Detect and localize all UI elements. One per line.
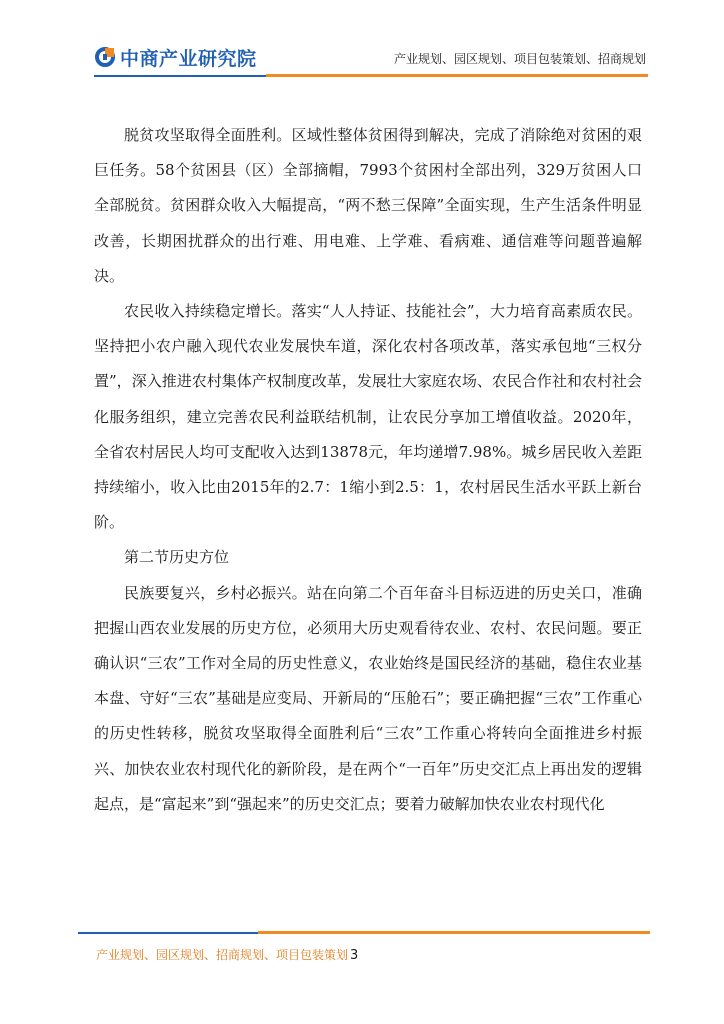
footer-text: 产业规划、园区规划、招商规划、项目包装策划	[96, 948, 349, 962]
header-rule-orange	[266, 74, 648, 77]
page-footer	[96, 946, 358, 963]
logo-text: 中商产业研究院	[120, 47, 257, 70]
paragraph: 民族要复兴，乡村必振兴。站在向第二个百年奋斗目标迈进的历史关口，准确把握山西农业发展的历史方位，必须用大历史观看待农业、农村、农民问题。要正确认识“三农”工作对全局的历史性意义，农业始终是国民经济的基础，稳住农业基本盘、守好“三农”基础是应变局、开新局的“压舱石”；要正确把握“三农”工作重心的历史性转移，脱贫攻坚取得全面胜利后“三农”工作重心将转向全面推进乡村振兴、加快农业农村现代化的新阶段，是在两个“一百年”历史交汇点上再出发的逻辑起点，是“富起来”到“强起来”的历史交汇点；要着力破解加快农业农村现代化	[94, 583, 642, 813]
document-body	[94, 118, 642, 822]
footer-rule-blue	[78, 932, 258, 934]
paragraph: 农民收入持续稳定增长。落实“人人持证、技能社会”，大力培育高素质农民。坚持把小农户融入现代农业发展快车道，深化农村各项改革，落实承包地“三权分置”，深入推进农村集体产权制度改革，发展壮大家庭农场、农民合作社和农村社会化服务组织，建立完善农民利益联结机制，让农民分享加工增值收益。2020年，全省农村居民人均可支配收入达到13878元，年均递增7.98%。城乡居民收入差距持续缩小，收入比由2015年的2.7：1缩小到2.5：1，农村居民生活水平跃上新台阶。	[94, 302, 642, 532]
header-tagline: 产业规划、园区规划、项目包装策划、招商规划	[393, 52, 646, 66]
section-heading: 第二节历史方位	[124, 548, 230, 567]
page-header	[0, 0, 724, 84]
footer-rule-orange	[258, 931, 650, 934]
paragraph: 脱贫攻坚取得全面胜利。区域性整体贫困得到解决，完成了消除绝对贫困的艰巨任务。58个贫困县（区）全部摘帽，7993个贫困村全部出列，329万贫困人口全部脱贫。贫困群众收入大幅提高，“两不愁三保障”全面实现，生产生活条件明显改善，长期困扰群众的出行难、用电难、上学难、看病难、通信难等问题普遍解决。	[94, 126, 642, 285]
company-logo	[94, 44, 257, 70]
header-rule-blue	[94, 75, 266, 77]
logo-icon	[94, 46, 116, 68]
page-number: 3	[350, 948, 359, 963]
